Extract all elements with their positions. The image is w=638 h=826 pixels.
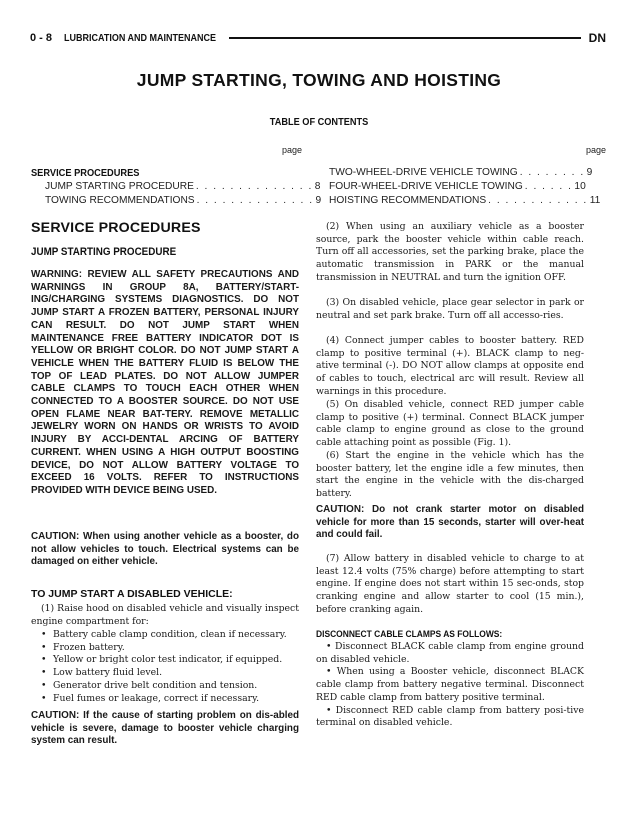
toc-entry-page: 9 bbox=[315, 195, 322, 206]
model-code: DN bbox=[588, 31, 606, 45]
toc-entry-dots: . . . . . . . . . . . . . . bbox=[196, 195, 314, 206]
list-item-text: When using a Booster vehicle, disconnect BLACK cable clamp from battery negative terminal. Disconnect RED cable clamp from battery positive terminal. bbox=[316, 666, 584, 703]
list-item: • Fuel fumes or leakage, correct if necessary. bbox=[31, 693, 303, 706]
header-rule bbox=[229, 37, 581, 39]
procedure-heading: TO JUMP START A DISABLED VEHICLE: bbox=[31, 588, 233, 600]
toc-entry[interactable] bbox=[45, 195, 322, 206]
step-paragraph: (2) When using an auxiliary vehicle as a booster source, park the booster vehicle within cable reach. Turn off all accessories, set the parking brake, place the automatic transmission in PARK or the manual transmission in NEUTRAL and turn the ignition OFF. bbox=[316, 221, 584, 283]
disconnect-heading: DISCONNECT CABLE CLAMPS AS FOLLOWS: bbox=[316, 628, 503, 639]
toc-entry-dots: . . . . . . . . . . . . bbox=[488, 195, 588, 206]
list-item: • When using a Booster vehicle, disconnect BLACK cable clamp from battery negative terminal. Disconnect RED cable clamp from battery positive terminal. bbox=[316, 666, 584, 703]
toc-page-label-right: page bbox=[586, 145, 607, 155]
section-heading: SERVICE PROCEDURES bbox=[31, 220, 201, 236]
list-item: • Low battery fluid level. bbox=[31, 667, 303, 680]
toc-title: TABLE OF CONTENTS bbox=[269, 117, 369, 128]
toc-entry[interactable] bbox=[45, 181, 321, 192]
list-item: • Disconnect BLACK cable clamp from engine ground on disabled vehicle. bbox=[316, 641, 584, 665]
toc-entry-label: JUMP STARTING PROCEDURE bbox=[45, 181, 194, 192]
section-title: LUBRICATION AND MAINTENANCE bbox=[64, 32, 217, 44]
step-paragraph: (4) Connect jumper cables to booster battery. RED clamp to positive terminal (+). BLACK clamp to neg-ative terminal (-). DO NOT allow clamps at opposite end of cables to touch, electrical arc will result. Review all warnings in this procedure. bbox=[316, 335, 584, 397]
toc-entry-label: HOISTING RECOMMENDATIONS bbox=[329, 195, 487, 206]
running-header bbox=[30, 28, 606, 48]
inspection-list bbox=[31, 629, 303, 705]
step-paragraph: (5) On disabled vehicle, connect RED jumper cable clamp to positive (+) terminal. Connect BLACK jumper cable clamp to engine ground as close to the ground cable attaching point as possible (Fig. 1). bbox=[316, 399, 584, 449]
toc-entry-label: FOUR-WHEEL-DRIVE VEHICLE TOWING bbox=[329, 181, 523, 192]
toc-entry-page: 9 bbox=[586, 167, 593, 178]
toc-entry-label: TWO-WHEEL-DRIVE VEHICLE TOWING bbox=[329, 167, 518, 178]
warning-paragraph: WARNING: REVIEW ALL SAFETY PRECAUTIONS AND WARNINGS IN GROUP 8A, BATTERY/START-ING/CHARGING SYSTEMS DIAGNOSTICS. DO NOT JUMP START A FROZEN BATTERY, PERSONAL INJURY CAN RESULT. DO NOT JUMP START WHEN MAINTENANCE FREE BATTERY INDICATOR DOT IS YELLOW OR BRIGHT COLOR. DO NOT JUMP START A VEHICLE WHEN THE BATTERY FLUID IS BELOW THE TOP OF LEAD PLATES. DO NOT ALLOW JUMPER CABLE CLAMPS TO TOUCH EACH OTHER WHEN CONNECTED TO A BOOSTER SOURCE. DO NOT USE OPEN FLAME NEAR BAT-TERY. REMOVE METALLIC JEWELRY WORN ON HANDS OR WRISTS TO AVOID INJURY BY ACCI-DENTAL ARCING OF BATTERY CURRENT. WHEN USING A HIGH OUTPUT BOOSTING DEVICE, DO NOT ALLOW BATTERY VOLTAGE TO EXCEED 16 VOLTS. REFER TO INSTRUCTIONS PROVIDED WITH DEVICE BEING USED. bbox=[31, 269, 299, 496]
toc-entry-page: 10 bbox=[574, 181, 586, 192]
step-paragraph: (7) Allow battery in disabled vehicle to charge to at least 12.4 volts (75% charge) before attempting to start engine. If engine does not start within 15 sec-onds, stop cranking engine and allow starter to cool (15 min.), before cranking again. bbox=[316, 553, 584, 615]
step-paragraph: (6) Start the engine in the vehicle which has the booster battery, let the engine idle a few minutes, then start the engine in the vehicle with the dis-charged battery. bbox=[316, 450, 584, 500]
toc-entry-page: 8 bbox=[314, 181, 321, 192]
toc-group-heading: SERVICE PROCEDURES bbox=[31, 168, 140, 179]
toc-page-label-left: page bbox=[282, 145, 303, 155]
disconnect-list bbox=[316, 641, 584, 730]
toc-entry[interactable] bbox=[329, 181, 586, 192]
caution-paragraph: CAUTION: If the cause of starting problem on dis-abled vehicle is severe, damage to booster vehicle charging system can result. bbox=[31, 710, 299, 747]
step-paragraph: (3) On disabled vehicle, place gear selector in park or neutral and set park brake. Turn off all accesso-ries. bbox=[316, 297, 584, 321]
list-item: • Disconnect RED cable clamp from battery posi-tive terminal on disabled vehicle. bbox=[316, 704, 584, 729]
caution-paragraph: CAUTION: Do not crank starter motor on disabled vehicle for more than 15 seconds, starter will over-heat and could fail. bbox=[316, 504, 584, 541]
toc-entry-label: TOWING RECOMMENDATIONS bbox=[45, 195, 195, 206]
list-item: • Yellow or bright color test indicator, if equipped. bbox=[31, 654, 303, 667]
list-item-text: Disconnect RED cable clamp from battery posi-tive terminal on disabled vehicle. bbox=[316, 704, 584, 729]
toc-entry-dots: . . . . . . . . . . . . . . bbox=[195, 181, 313, 192]
page-title: JUMP STARTING, TOWING AND HOISTING bbox=[136, 70, 502, 90]
toc-entry[interactable] bbox=[329, 167, 593, 178]
list-item: • Generator drive belt condition and tension. bbox=[31, 680, 303, 693]
list-item: • Frozen battery. bbox=[31, 642, 303, 655]
toc-entry-dots: . . . . . . . . bbox=[519, 167, 585, 178]
step-paragraph: (1) Raise hood on disabled vehicle and visually inspect engine compartment for: bbox=[31, 603, 299, 627]
list-item-text: Disconnect BLACK cable clamp from engine ground on disabled vehicle. bbox=[316, 641, 584, 665]
toc-entry[interactable] bbox=[329, 195, 601, 206]
subsection-heading: JUMP STARTING PROCEDURE bbox=[31, 246, 177, 258]
toc-entry-dots: . . . . . . bbox=[524, 181, 573, 192]
list-item: • Battery cable clamp condition, clean if necessary. bbox=[31, 629, 303, 642]
caution-paragraph: CAUTION: When using another vehicle as a booster, do not allow vehicles to touch. Electrical systems can be damaged on either vehicle. bbox=[31, 531, 299, 568]
toc-entry-page: 11 bbox=[589, 195, 601, 206]
page-number: 0 - 8 bbox=[30, 32, 53, 44]
